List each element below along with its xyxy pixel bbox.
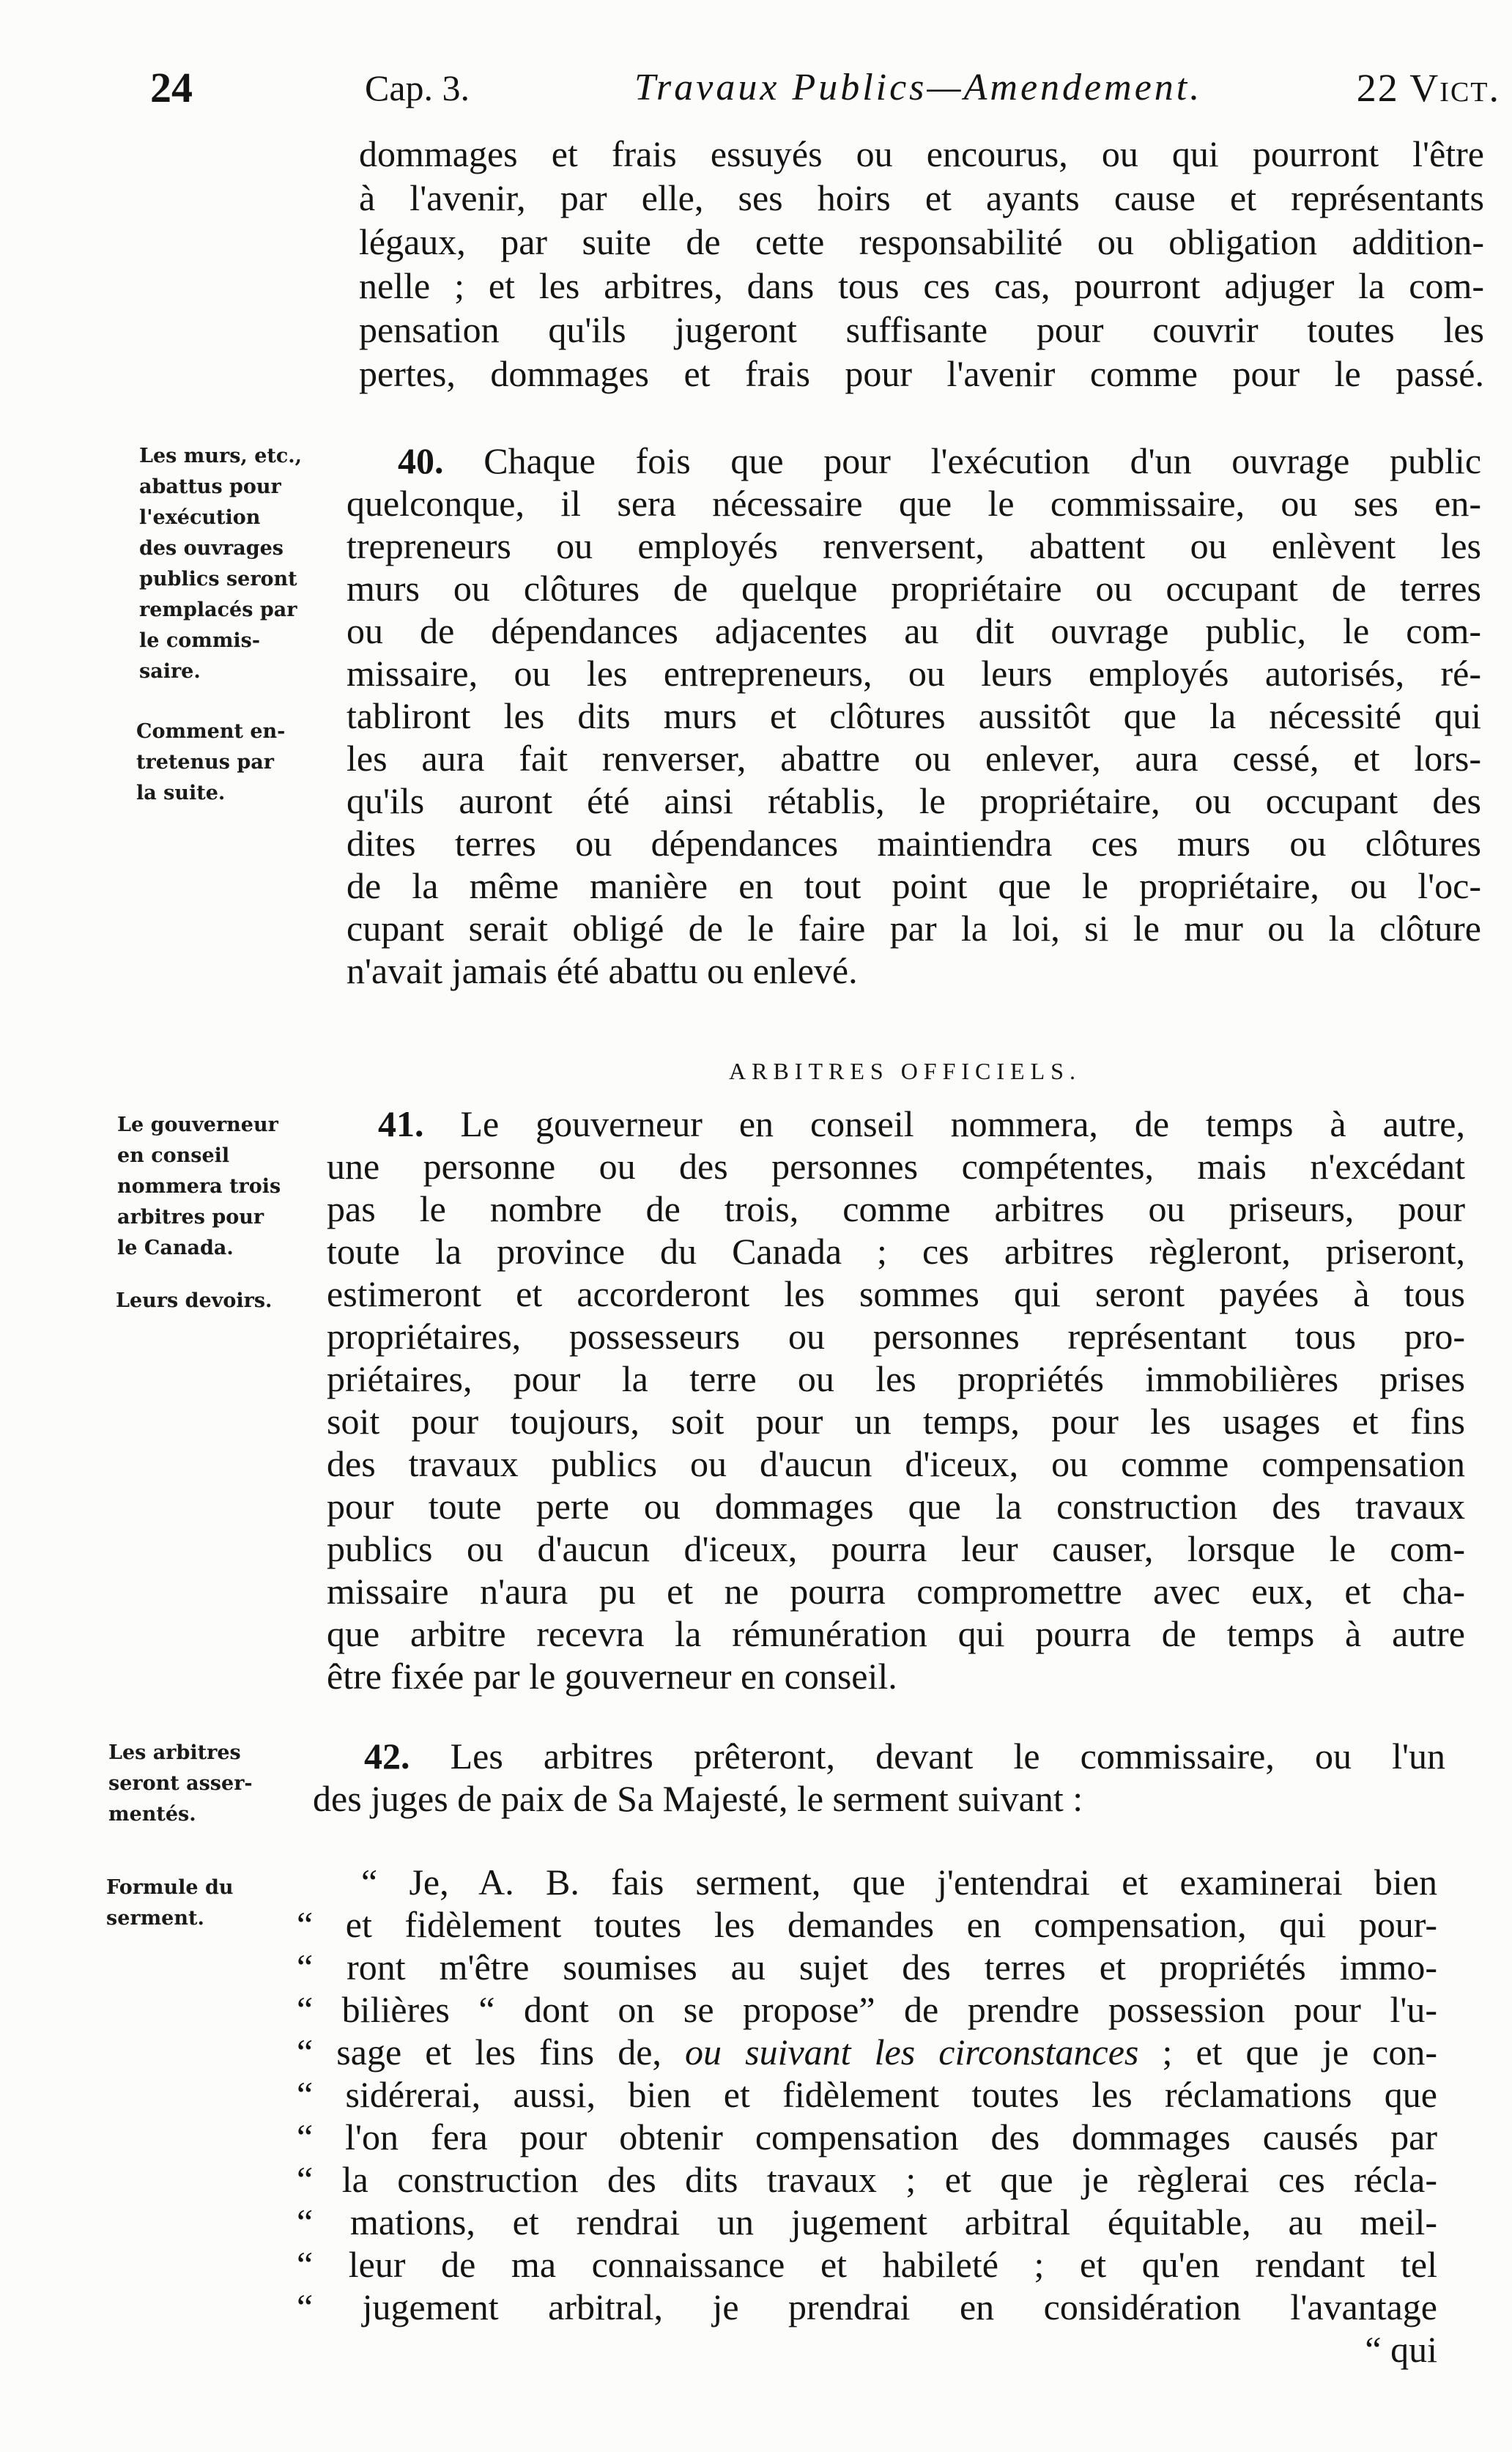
text-line: missaire n'aura pu et ne pourra compromettre avec eux, et cha-	[327, 1571, 1465, 1612]
text-line: des travaux publics ou d'aucun d'iceux, ou comme compensation	[327, 1443, 1465, 1484]
margin-note-line: le commis-	[139, 629, 261, 652]
text-line: “ sidérerai, aussi, bien et fidèlement toutes les réclamations que	[297, 2074, 1437, 2115]
text-line: à l'avenir, par elle, ses hoirs et ayants cause et représentants	[359, 177, 1484, 218]
text-line: dites terres ou dépendances maintiendra ces murs ou clôtures	[346, 823, 1481, 864]
text-line: une personne ou des personnes compétentes, mais n'excédant	[327, 1146, 1465, 1187]
section-heading: ARBITRES OFFICIELS.	[729, 1058, 1081, 1084]
text-line: de la même manière en tout point que le propriétaire, ou l'oc-	[346, 865, 1481, 906]
chapter-label: Cap. 3.	[365, 67, 470, 108]
text-line: “ l'on fera pour obtenir compensation des dommages causés par	[297, 2116, 1437, 2157]
text-line: pas le nombre de trois, comme arbitres ou priseurs, pour	[327, 1188, 1465, 1229]
margin-note-line: abattus pour	[139, 475, 281, 498]
margin-note-sworn	[108, 1738, 328, 1830]
page-number: 24	[150, 64, 193, 111]
margin-note-line: Comment en-	[136, 720, 286, 743]
text-line: dommages et frais essuyés ou encourus, ou qui pourront l'être	[359, 133, 1484, 174]
margin-note-line: le Canada.	[117, 1237, 234, 1259]
margin-note-line: Le gouverneur	[117, 1114, 278, 1136]
margin-note-line: Les arbitres	[108, 1741, 241, 1764]
section-41	[327, 1103, 1465, 1697]
text-line: être fixée par le gouverneur en conseil.	[327, 1656, 897, 1697]
section-number: 40.	[398, 440, 444, 481]
text-segment: “ sage et les fins de,	[297, 2031, 685, 2073]
margin-note-maintenance	[136, 716, 356, 809]
text-line: pensation qu'ils jugeront suffisante pour couvrir toutes les	[359, 309, 1484, 350]
text-line: pertes, dommages et frais pour l'avenir comme pour le passé.	[359, 353, 1484, 394]
text-line: ou de dépendances adjacentes au dit ouvrage public, le com-	[346, 610, 1481, 651]
section-42	[313, 1735, 1445, 1820]
section-first-line-text: Le gouverneur en conseil nommera, de temps à autre,	[460, 1103, 1465, 1144]
text-line	[297, 2031, 1437, 2073]
margin-note-line: mentés.	[108, 1803, 196, 1826]
text-line: “ Je, A. B. fais serment, que j'entendrai et examinerai bien	[361, 1862, 1437, 1903]
margin-note-governor-appoints	[117, 1110, 337, 1264]
text-segment: ; et que je con-	[1138, 2031, 1437, 2073]
text-line: tabliront les dits murs et clôtures aussitôt que la nécessité qui	[346, 695, 1481, 736]
section-first-line	[346, 440, 1481, 482]
text-line: “ et fidèlement toutes les demandes en compensation, qui pour-	[297, 1904, 1437, 1945]
text-line: publics ou d'aucun d'iceux, pourra leur causer, lorsque le com-	[327, 1528, 1465, 1569]
regnal-year: 22 Vict.	[1356, 66, 1500, 110]
margin-note-line: Les murs, etc.,	[139, 445, 303, 467]
margin-note-line: Leurs devoirs.	[116, 1289, 273, 1312]
running-title: Travaux Publics—Amendement.	[634, 67, 1203, 108]
continuation-paragraph	[359, 132, 1484, 396]
text-line: quelconque, il sera nécessaire que le commissaire, ou ses en-	[346, 483, 1481, 524]
catchword-line: “ qui	[1365, 2329, 1437, 2370]
text-line: “ jugement arbitral, je prendrai en considération l'avantage	[297, 2286, 1437, 2327]
margin-note-line: l'exécution	[139, 506, 261, 529]
text-line: légaux, par suite de cette responsabilité ou obligation addition-	[359, 221, 1484, 262]
text-line: des juges de paix de Sa Majesté, le serment suivant :	[313, 1778, 1083, 1819]
section-number: 42.	[364, 1736, 410, 1777]
margin-note-line: seront asser-	[108, 1772, 253, 1795]
text-line: nelle ; et les arbitres, dans tous ces cas, pourront adjuger la com-	[359, 265, 1484, 306]
margin-note-line: en conseil	[117, 1144, 230, 1167]
margin-note-line: saire.	[139, 660, 201, 683]
text-line: toute la province du Canada ; ces arbitres règleront, priseront,	[327, 1231, 1465, 1272]
text-line: missaire, ou les entrepreneurs, ou leurs employés autorisés, ré-	[346, 653, 1481, 694]
text-line: priétaires, pour la terre ou les propriétés immobilières prises	[327, 1358, 1465, 1399]
margin-note-line: publics seront	[139, 568, 297, 590]
text-line: “ bilières “ dont on se propose” de prendre possession pour l'u-	[297, 1989, 1437, 2030]
section-40	[346, 440, 1481, 992]
margin-note-line: nommera trois	[117, 1175, 281, 1198]
margin-note-line: remplacés par	[139, 599, 297, 621]
margin-note-oath-form	[106, 1873, 326, 1934]
text-line: “ la construction des dits travaux ; et que je règlerai ces récla-	[297, 2159, 1437, 2200]
section-first-line	[313, 1735, 1445, 1777]
section-first-line-text: Chaque fois que pour l'exécution d'un ouvrage public	[483, 440, 1482, 481]
margin-note-line: serment.	[106, 1907, 204, 1930]
margin-note-line: des ouvrages	[139, 537, 284, 560]
text-line: “ leur de ma connaissance et habileté ; et qu'en rendant tel	[297, 2244, 1437, 2285]
text-line: murs ou clôtures de quelque propriétaire ou occupant de terres	[346, 568, 1481, 609]
section-number: 41.	[378, 1103, 424, 1144]
text-line: “ mations, et rendrai un jugement arbitral équitable, au meil-	[297, 2201, 1437, 2242]
text-line: que arbitre recevra la rémunération qui pourra de temps à autre	[327, 1613, 1465, 1654]
margin-note-line: tretenus par	[136, 751, 274, 774]
text-line: trepreneurs ou employés renversent, abattent ou enlèvent les	[346, 525, 1481, 566]
text-line: cupant serait obligé de le faire par la loi, si le mur ou la clôture	[346, 908, 1481, 949]
margin-note-duties	[116, 1286, 336, 1316]
text-line: soit pour toujours, soit pour un temps, pour les usages et fins	[327, 1401, 1465, 1442]
text-line: n'avait jamais été abattu ou enlevé.	[346, 950, 858, 991]
italic-text-segment: ou suivant les circonstances	[685, 2031, 1139, 2073]
section-first-line-text: Les arbitres prêteront, devant le commissaire, ou l'un	[450, 1736, 1446, 1777]
text-line: propriétaires, possesseurs ou personnes représentant tous pro-	[327, 1316, 1465, 1357]
oath-text	[297, 1861, 1437, 2371]
text-line: estimeront et accorderont les sommes qui seront payées à tous	[327, 1273, 1465, 1314]
text-line: les aura fait renverser, abattre ou enlever, aura cessé, et lors-	[346, 738, 1481, 779]
text-line: qu'ils auront été ainsi rétablis, le propriétaire, ou occupant des	[346, 780, 1481, 821]
margin-note-line: arbitres pour	[117, 1206, 264, 1229]
margin-note-line: la suite.	[136, 782, 226, 804]
text-line: pour toute perte ou dommages que la construction des travaux	[327, 1486, 1465, 1527]
text-line: “ ront m'être soumises au sujet des terres et propriétés immo-	[297, 1947, 1437, 1988]
section-first-line	[327, 1103, 1465, 1145]
margin-note-walls-replaced	[139, 441, 359, 687]
margin-note-line: Formule du	[106, 1876, 234, 1899]
